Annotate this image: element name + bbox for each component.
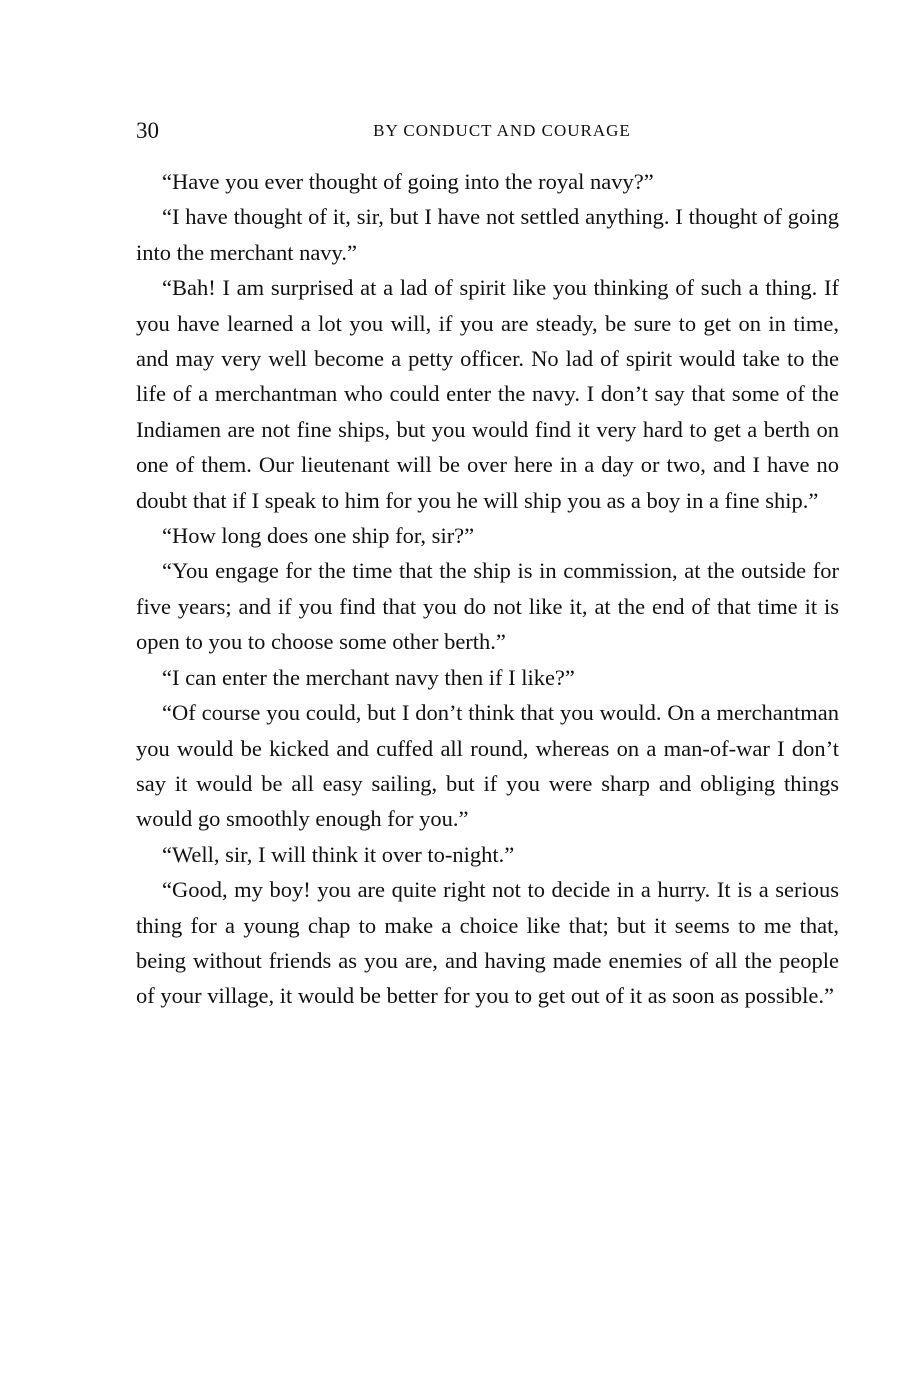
paragraph: “Of course you could, but I don’t think that you would. On a merchantman you would be kicked and cuffed all round, whereas on a man-of-war I don’t say it would be all easy sailing, but if you were sharp and obliging things would go smoothly enough for you.” [136, 700, 839, 832]
paragraph: “How long does one ship for, sir?” [162, 523, 475, 549]
running-title: BY CONDUCT AND COURAGE [373, 121, 631, 140]
paragraph: “I have thought of it, sir, but I have not settled anything. I thought of going into the merchant navy.” [136, 204, 839, 265]
paragraph: “You engage for the time that the ship is in commission, at the outside for five years; and if you find that you do not like it, at the end of that time it is open to you to choose some other berth.” [136, 558, 839, 655]
paragraph: “Good, my boy! you are quite right not to decide in a hurry. It is a serious thing for a young chap to make a choice like that; but it seems to me that, being without friends as you are, and having made enemies of all the people of your village, it would be better for you to get out of it as soon as possible.” [136, 877, 839, 1009]
paragraph: “I can enter the merchant navy then if I like?” [162, 664, 575, 690]
paragraph: “Well, sir, I will think it over to-night.” [162, 841, 515, 867]
paragraph: “Bah! I am surprised at a lad of spirit like you thinking of such a thing. If you have learned a lot you will, if you are steady, be sure to get on in time, and may very well become a petty officer. No lad of spirit would take to the life of a merchantman who could enter the navy. I don’t say that some of the Indiamen are not fine ships, but you would find it very hard to get a berth on one of them. Our lieutenant will be over here in a day or two, and I have no doubt that if I speak to him for you he will ship you as a boy in a fine ship.” [136, 275, 839, 513]
body-text [136, 164, 839, 1014]
paragraph: “Have you ever thought of going into the royal navy?” [162, 169, 654, 194]
page-number: 30 [136, 118, 159, 143]
page-header [136, 114, 842, 148]
